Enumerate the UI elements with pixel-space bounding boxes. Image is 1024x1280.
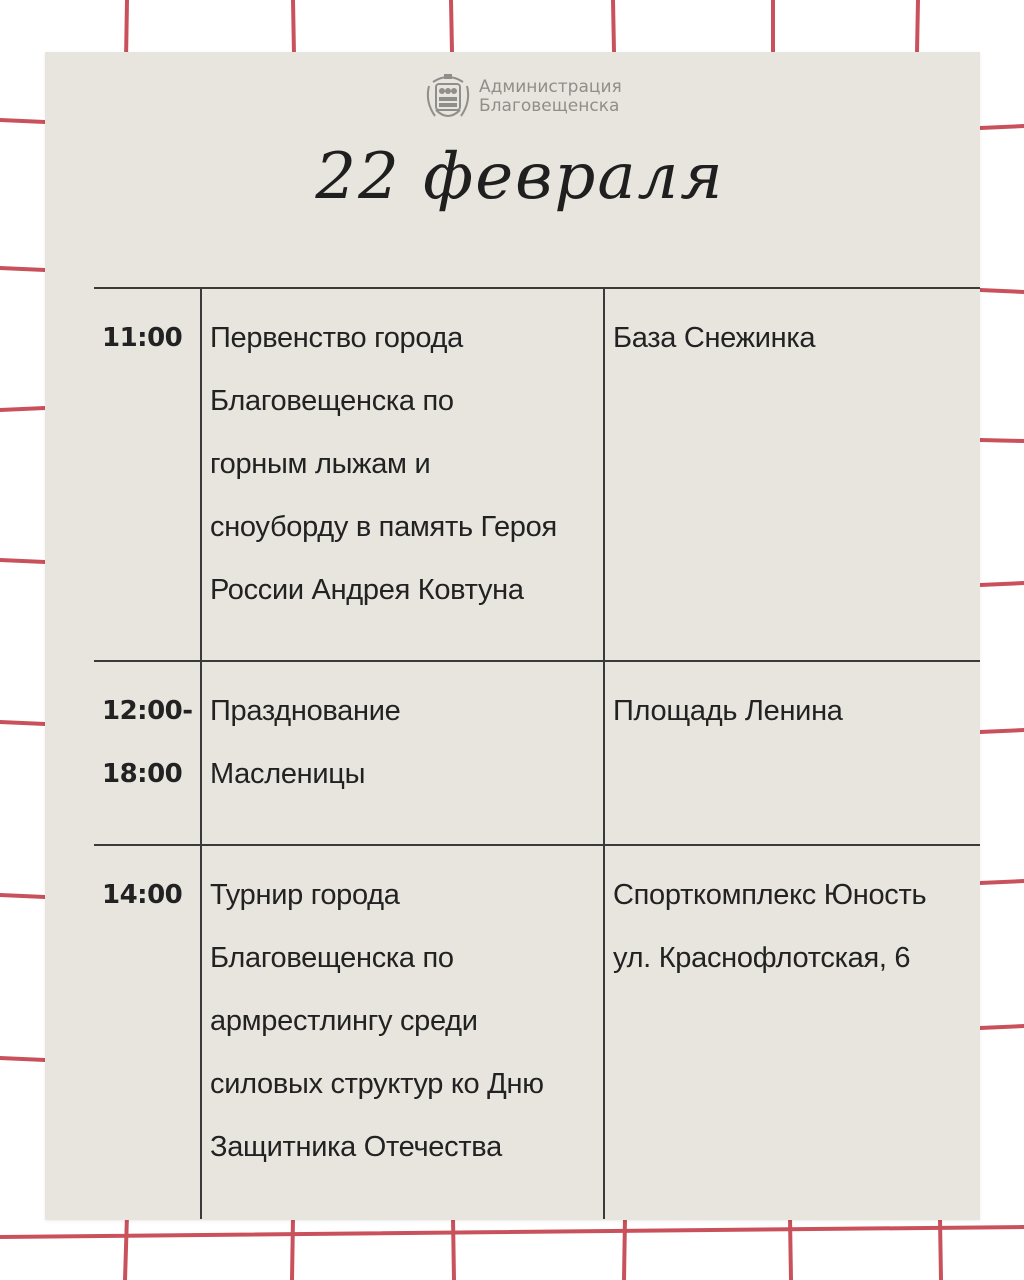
schedule-card [45,52,980,1220]
event-text: Масленицы [210,758,366,790]
event-text: Благовещенска по [210,385,454,417]
event-text: сноуборду в память Героя [210,511,557,543]
event-text: Празднование [210,695,401,727]
place-text: База Снежинка [613,322,816,354]
event-text: Благовещенска по [210,942,454,974]
table-row [94,287,980,660]
table-row [94,844,980,1219]
time-text: 12:00- [102,696,193,726]
event-text: Защитника Отечества [210,1131,502,1163]
time-text: 18:00 [102,759,183,789]
event-cell [200,846,603,1219]
event-text: армрестлингу среди [210,1005,478,1037]
event-cell [200,662,603,844]
time-cell [94,662,200,844]
event-text: Турнир города [210,879,400,911]
event-text: Первенство города [210,322,464,354]
organization-header [423,66,622,128]
page-title: 22 февраля [315,140,725,214]
place-text: ул. Краснофлотская, 6 [613,942,911,974]
time-text: 11:00 [102,323,183,353]
place-text: Площадь Ленина [613,695,843,727]
event-text: России Андрея Ковтуна [210,574,524,606]
event-cell [200,289,603,660]
table-row [94,660,980,844]
time-text: 14:00 [102,880,183,910]
org-name-line1: Администрация [479,77,622,97]
org-name-line2: Благовещенска [479,96,620,116]
schedule-table [94,287,980,1219]
place-cell [603,662,980,844]
time-cell [94,289,200,660]
time-cell [94,846,200,1219]
place-cell [603,846,980,1219]
coat-of-arms-icon [423,68,473,126]
event-text: силовых структур ко Дню [210,1068,544,1100]
place-text: Спорткомплекс Юность [613,879,927,911]
place-cell [603,289,980,660]
event-text: горным лыжам и [210,448,431,480]
